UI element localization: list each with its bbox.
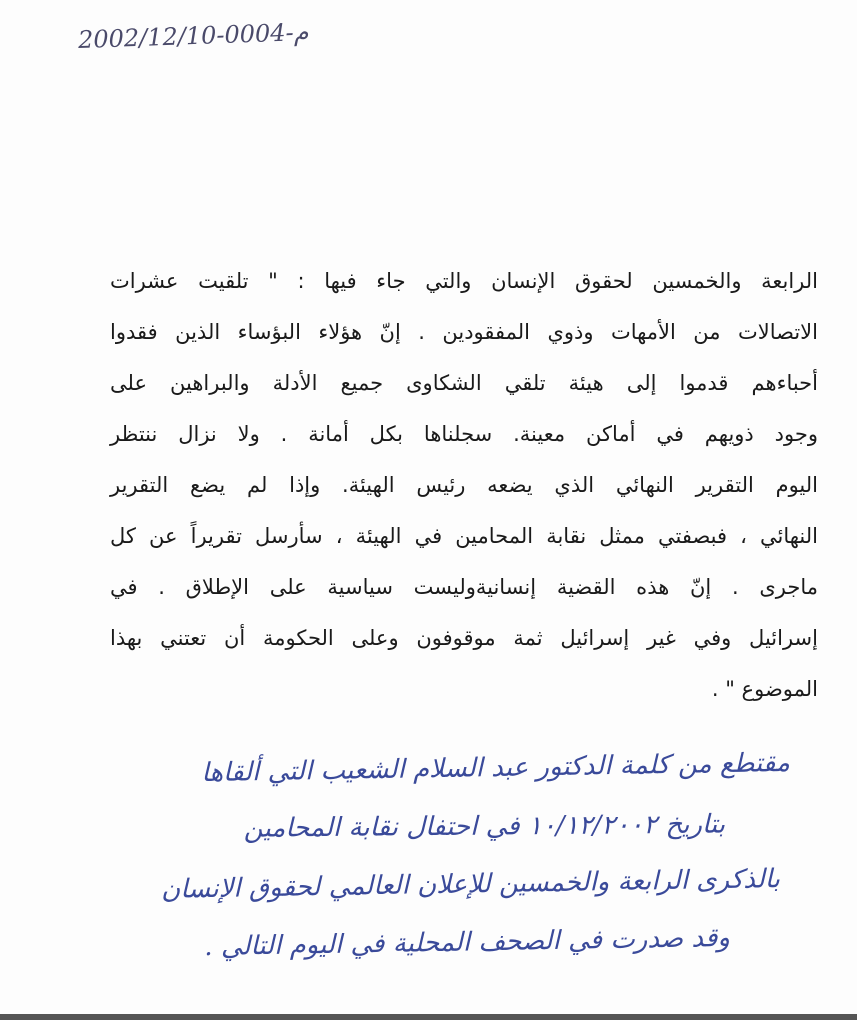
handwritten-line: مقتطع من كلمة الدكتور عبد السلام الشعيب التي ألقاها bbox=[201, 747, 791, 789]
handwritten-note bbox=[60, 740, 820, 972]
typed-line: الرابعة والخمسين لحقوق الإنسان والتي جاء فيها : " تلقيت عشرات bbox=[110, 269, 818, 293]
typed-line: اليوم التقرير النهائي الذي يضعه رئيس الهيئة. وإذا لم يضع التقرير bbox=[110, 473, 818, 497]
handwritten-line: وقد صدرت في الصحف المحلية في اليوم التالي . bbox=[204, 922, 731, 963]
handwritten-line: بالذكرى الرابعة والخمسين للإعلان العالمي لحقوق الإنسان bbox=[160, 864, 781, 905]
typed-line: إسرائيل وفي غير إسرائيل ثمة موقوفون وعلى الحكومة أن تعتني بهذا bbox=[110, 626, 818, 650]
reference-number: 2002/12/10-0004-م bbox=[77, 17, 309, 55]
typed-line: الاتصالات من الأمهات وذوي المفقودين . إنّ هؤلاء البؤساء الذين فقدوا bbox=[110, 320, 818, 344]
typed-line: الموضوع " . bbox=[711, 677, 818, 701]
typed-body-text bbox=[110, 256, 818, 715]
scan-edge-divider bbox=[0, 1014, 857, 1020]
handwritten-line: بتاريخ ١٠/١٢/٢٠٠٢ في احتفال نقابة المحامين bbox=[243, 809, 726, 844]
typed-line: أحباءهم قدموا إلى هيئة تلقي الشكاوى جميع الأدلة والبراهين على bbox=[110, 371, 818, 395]
typed-line: وجود ذويهم في أماكن معينة. سجلناها بكل أمانة . ولا نزال ننتظر bbox=[110, 422, 818, 446]
typed-line: ماجرى . إنّ هذه القضية إنسانيةوليست سياسية على الإطلاق . في bbox=[110, 575, 818, 599]
typed-line: النهائي ، فبصفتي ممثل نقابة المحامين في الهيئة ، سأرسل تقريراً عن كل bbox=[110, 524, 818, 548]
